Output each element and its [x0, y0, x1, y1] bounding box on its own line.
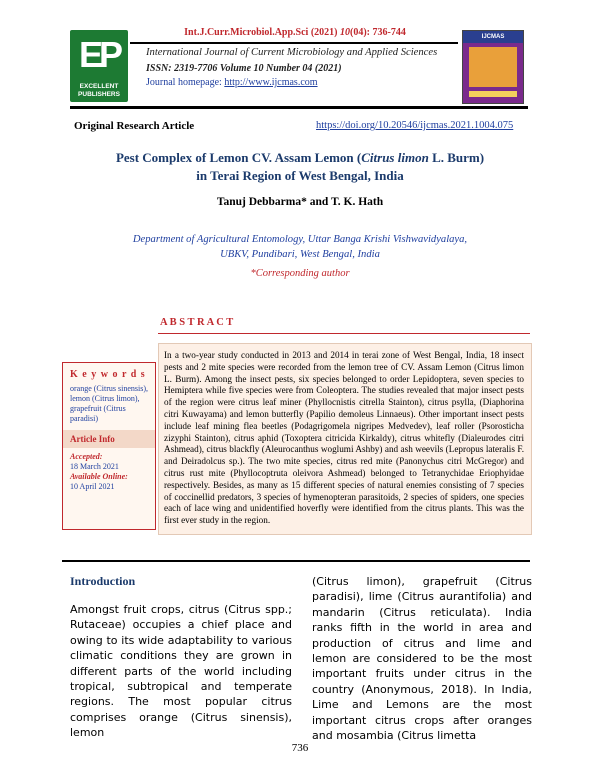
issn-line: ISSN: 2319-7706 Volume 10 Number 04 (2021) — [146, 63, 342, 74]
article-title — [70, 149, 530, 185]
affiliation — [70, 232, 530, 262]
journal-citation — [130, 27, 460, 38]
journal-full-name: International Journal of Current Microbiology and Applied Sciences — [146, 47, 438, 58]
homepage-link[interactable]: http://www.ijcmas.com — [224, 77, 318, 88]
keywords-box — [62, 362, 156, 530]
homepage-label: Journal homepage: — [146, 77, 225, 88]
title-part1: Pest Complex of Lemon CV. Assam Lemon ( — [115, 150, 362, 165]
body-rule — [62, 560, 530, 562]
title-part2: L. Burm) — [428, 150, 485, 165]
doi-link[interactable]: https://doi.org/10.20546/ijcmas.2021.1004.075 — [316, 120, 514, 131]
publisher-logo-tagline: EXCELLENT PUBLISHERS — [78, 83, 120, 98]
publisher-logo-letters: EP — [78, 34, 120, 75]
publisher-logo — [70, 30, 128, 102]
affiliation-line2: UBKV, Pundibari, West Bengal, India — [220, 249, 380, 260]
body-column-1: Amongst fruit crops, citrus (Citrus spp.; Rutaceae) occupies a chief place and owing to its wide adaptability to various climatic conditions they are grown in different parts of the world including tropical, subtropical and temperate regions. The most popular citrus comprises orange (Citrus sinensis), lemon — [70, 603, 292, 740]
journal-year: (2021) — [310, 27, 341, 38]
journal-cover-image — [462, 30, 524, 104]
affiliation-line1: Department of Agricultural Entomology, Uttar Banga Krishi Vishwavidyalaya, — [132, 234, 468, 245]
keywords-list: orange (Citrus sinensis), lemon (Citrus limon), grapefruit (Citrus paradisi) — [70, 384, 148, 423]
page-number: 736 — [291, 742, 309, 754]
accepted-date: 18 March 2021 — [70, 462, 119, 471]
abstract-text: In a two-year study conducted in 2013 and 2014 in terai zone of West Bengal, India, 18 insect pests and 2 mite species were recorded from the lemon tree of CV. Assam Lemon (Citrus limon L. Burm). Among the insect pests, six species belonged to order Lepidoptera, seven species to Hemiptera while five species were from Coleoptera. The studies revealed that major insect pests of the region were citrus leaf miner (Phyllocnistis citrella Stainton), citrus psylla, (Diaphorina citri Kuwayama) and lemon butterfly (Papilio demoleus Linnaeus). Other important insect pests include leaf mining flea beetles (Podagrigomela nigripes Medvedev), leaf roller (Psorosticha zizyphi Stainton), citrus aphid (Toxoptera citricida Kirkaldy), citrus whitefly (Dialeurodes citri Ashmead), citrus blackfly (Aleurocanthus woglumi Ashby) and ash weevils (Lepropus lateralis F. and Deiradolcus sp.). The two mite species, citrus red mite (Panonychus citri McGregor) and citrus rust mite (Phyllocoptruta oleivora Ashmead) belonged to Tetranychidae Eriophyidae respectively. Besides, as many as 15 different species of natural enemies consisting of 7 species of coccinellid predators, 3 species of hymenopteran parasitoids, 2 species of spiders, one species each of lace wing and unidentified hoverfly were identified from the citrus plants. This was the first ever study in the region. — [164, 350, 524, 526]
online-label: Available Online: — [70, 472, 128, 481]
abstract-heading: A B S T R A C T — [160, 317, 234, 328]
article-info-heading: Article Info — [63, 430, 155, 448]
homepage-line — [146, 77, 318, 88]
title-line2: in Terai Region of West Bengal, India — [196, 168, 404, 183]
journal-issue-pages: (04): 736-744 — [350, 27, 406, 38]
journal-short: Int.J.Curr.Microbiol.App.Sci — [184, 27, 309, 38]
article-type: Original Research Article — [74, 120, 195, 132]
authors: Tanuj Debbarma* and T. K. Hath — [216, 196, 384, 208]
introduction-heading: Introduction — [70, 574, 136, 588]
cover-bar — [469, 91, 517, 97]
body-column-2: (Citrus limon), grapefruit (Citrus paradisi), lime (Citrus aurantifolia) and mandarin (Citrus reticulata). India ranks fifth in the world in area and production of citrus and lime and lemon are considered to be the most important fruits under citrus in the country (Anonymous, 2018). In India, Lime and Lemons are the most important citrus crops after oranges and mosambia (Citrus limetta — [312, 575, 532, 743]
cover-illustration — [469, 47, 517, 87]
header-divider — [130, 42, 458, 44]
accepted-label: Accepted: — [70, 452, 103, 461]
header-bottom-rule — [70, 106, 528, 109]
online-date: 10 April 2021 — [70, 482, 115, 491]
abstract-rule — [158, 333, 530, 334]
corresponding-author: *Corresponding author — [250, 268, 350, 279]
keywords-heading: K e y w o r d s — [70, 369, 146, 380]
journal-volume: 10 — [340, 27, 351, 38]
title-species: Citrus limon — [361, 150, 429, 165]
journal-cover-title: IJCMAS — [463, 31, 523, 43]
